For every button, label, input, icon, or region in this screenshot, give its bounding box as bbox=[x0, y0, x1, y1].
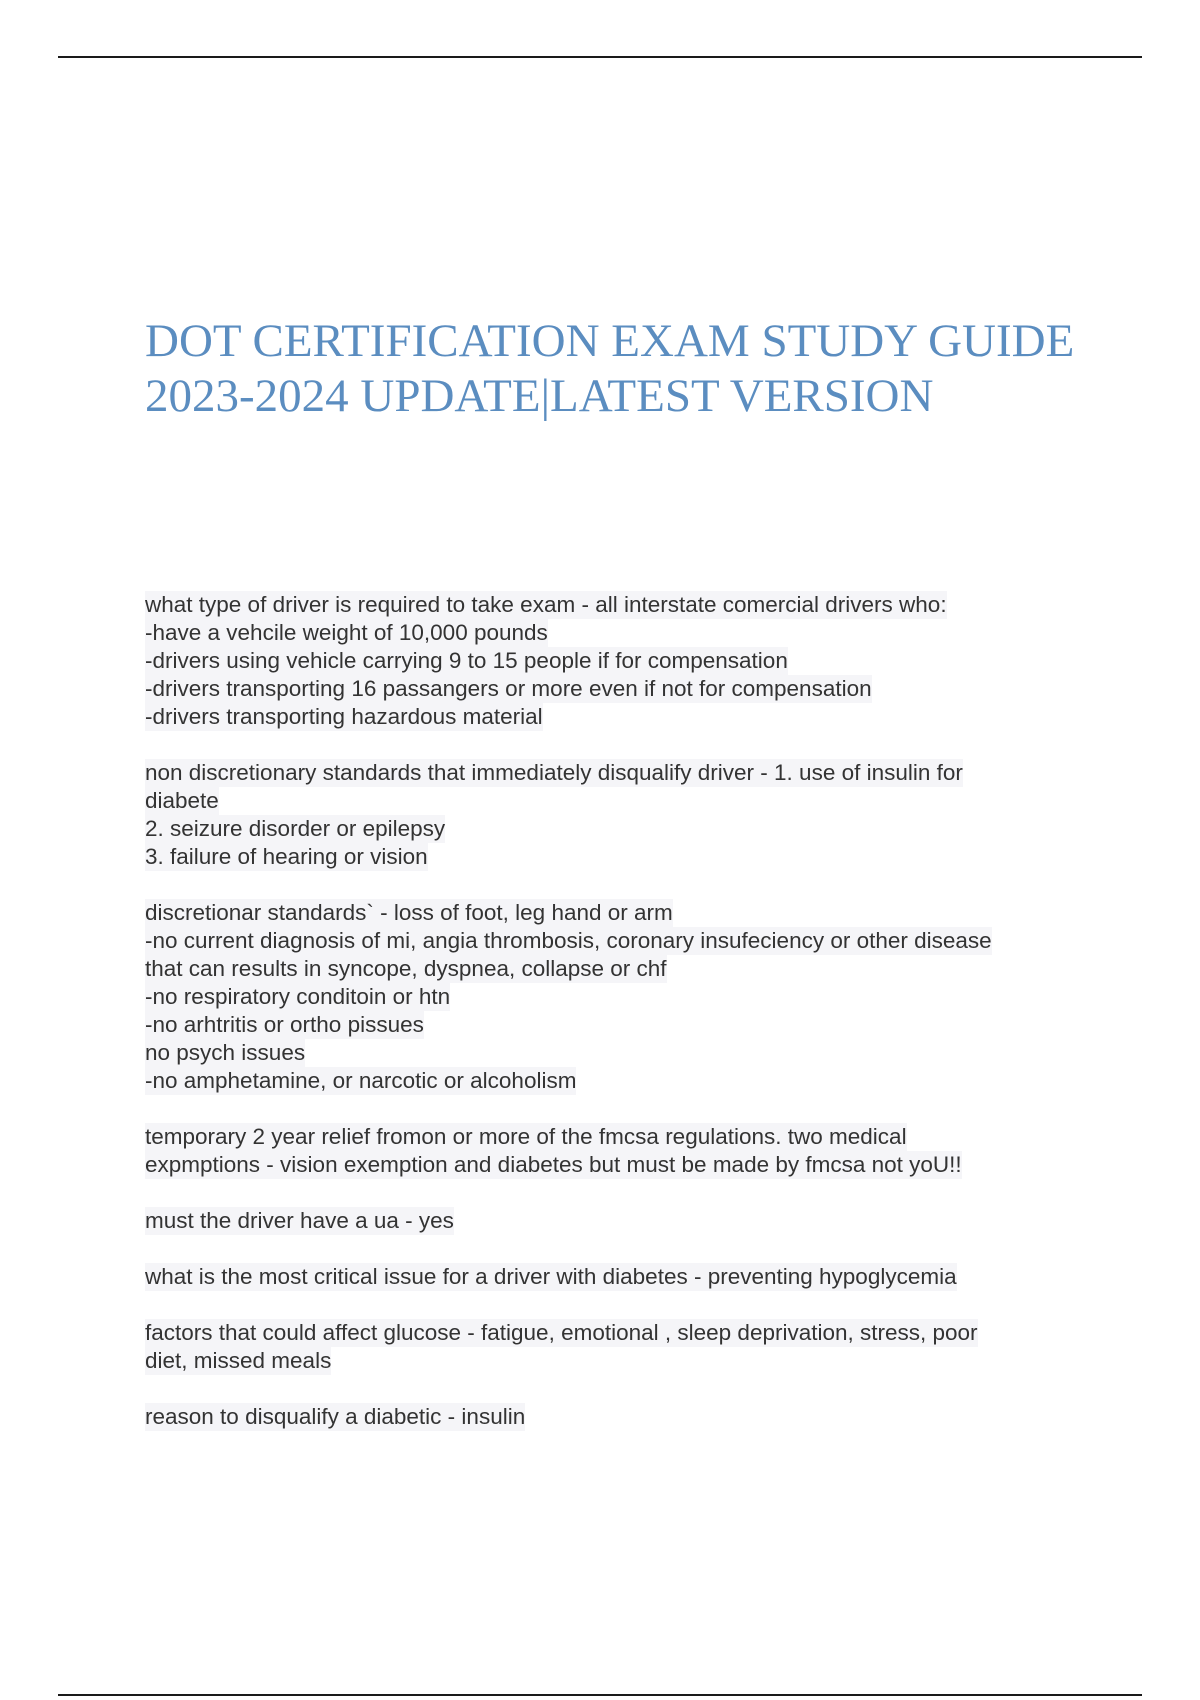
entry-line: non discretionary standards that immediately disqualify driver - 1. use of insulin for bbox=[145, 760, 963, 785]
qa-entry bbox=[145, 899, 1075, 1095]
entry-line: expmptions - vision exemption and diabetes but must be made by fmcsa not yoU!! bbox=[145, 1152, 962, 1177]
entry-line: diet, missed meals bbox=[145, 1348, 332, 1373]
entry-line: that can results in syncope, dyspnea, collapse or chf bbox=[145, 956, 667, 981]
header-rule bbox=[58, 56, 1142, 58]
entry-line: -no arhtritis or ortho pissues bbox=[145, 1012, 424, 1037]
entry-line: must the driver have a ua - yes bbox=[145, 1208, 454, 1233]
document-title: DOT CERTIFICATION EXAM STUDY GUIDE 2023-2024 UPDATE|LATEST VERSION bbox=[145, 315, 1075, 422]
qa-entry bbox=[145, 759, 1075, 871]
entry-line: -drivers transporting hazardous material bbox=[145, 704, 543, 729]
entry-line: temporary 2 year relief fromon or more of the fmcsa regulations. two medical bbox=[145, 1124, 907, 1149]
qa-entry bbox=[145, 1123, 1075, 1179]
entry-line: 3. failure of hearing or vision bbox=[145, 844, 428, 869]
entry-line: -no respiratory conditoin or htn bbox=[145, 984, 451, 1009]
entry-line: reason to disqualify a diabetic - insulin bbox=[145, 1404, 526, 1429]
qa-entry bbox=[145, 591, 1075, 731]
entry-line: diabete bbox=[145, 788, 219, 813]
qa-entry bbox=[145, 1207, 1075, 1235]
footer-rule bbox=[58, 1694, 1142, 1696]
entry-line: -have a vehcile weight of 10,000 pounds bbox=[145, 620, 548, 645]
entry-line: -no current diagnosis of mi, angia thrombosis, coronary insufeciency or other disease bbox=[145, 928, 992, 953]
entry-line: discretionar standards` - loss of foot, leg hand or arm bbox=[145, 900, 673, 925]
entry-line: -drivers using vehicle carrying 9 to 15 people if for compensation bbox=[145, 648, 788, 673]
entry-line: 2. seizure disorder or epilepsy bbox=[145, 816, 446, 841]
entry-line: -no amphetamine, or narcotic or alcoholism bbox=[145, 1068, 577, 1093]
study-guide-body bbox=[145, 591, 1075, 1459]
entry-line: what is the most critical issue for a driver with diabetes - preventing hypoglycemia bbox=[145, 1264, 957, 1289]
entry-line: what type of driver is required to take exam - all interstate comercial drivers who: bbox=[145, 592, 947, 617]
qa-entry bbox=[145, 1403, 1075, 1431]
qa-entry bbox=[145, 1263, 1075, 1291]
entry-line: -drivers transporting 16 passangers or more even if not for compensation bbox=[145, 676, 872, 701]
entry-line: factors that could affect glucose - fatigue, emotional , sleep deprivation, stress, poor bbox=[145, 1320, 978, 1345]
qa-entry bbox=[145, 1319, 1075, 1375]
entry-line: no psych issues bbox=[145, 1040, 306, 1065]
